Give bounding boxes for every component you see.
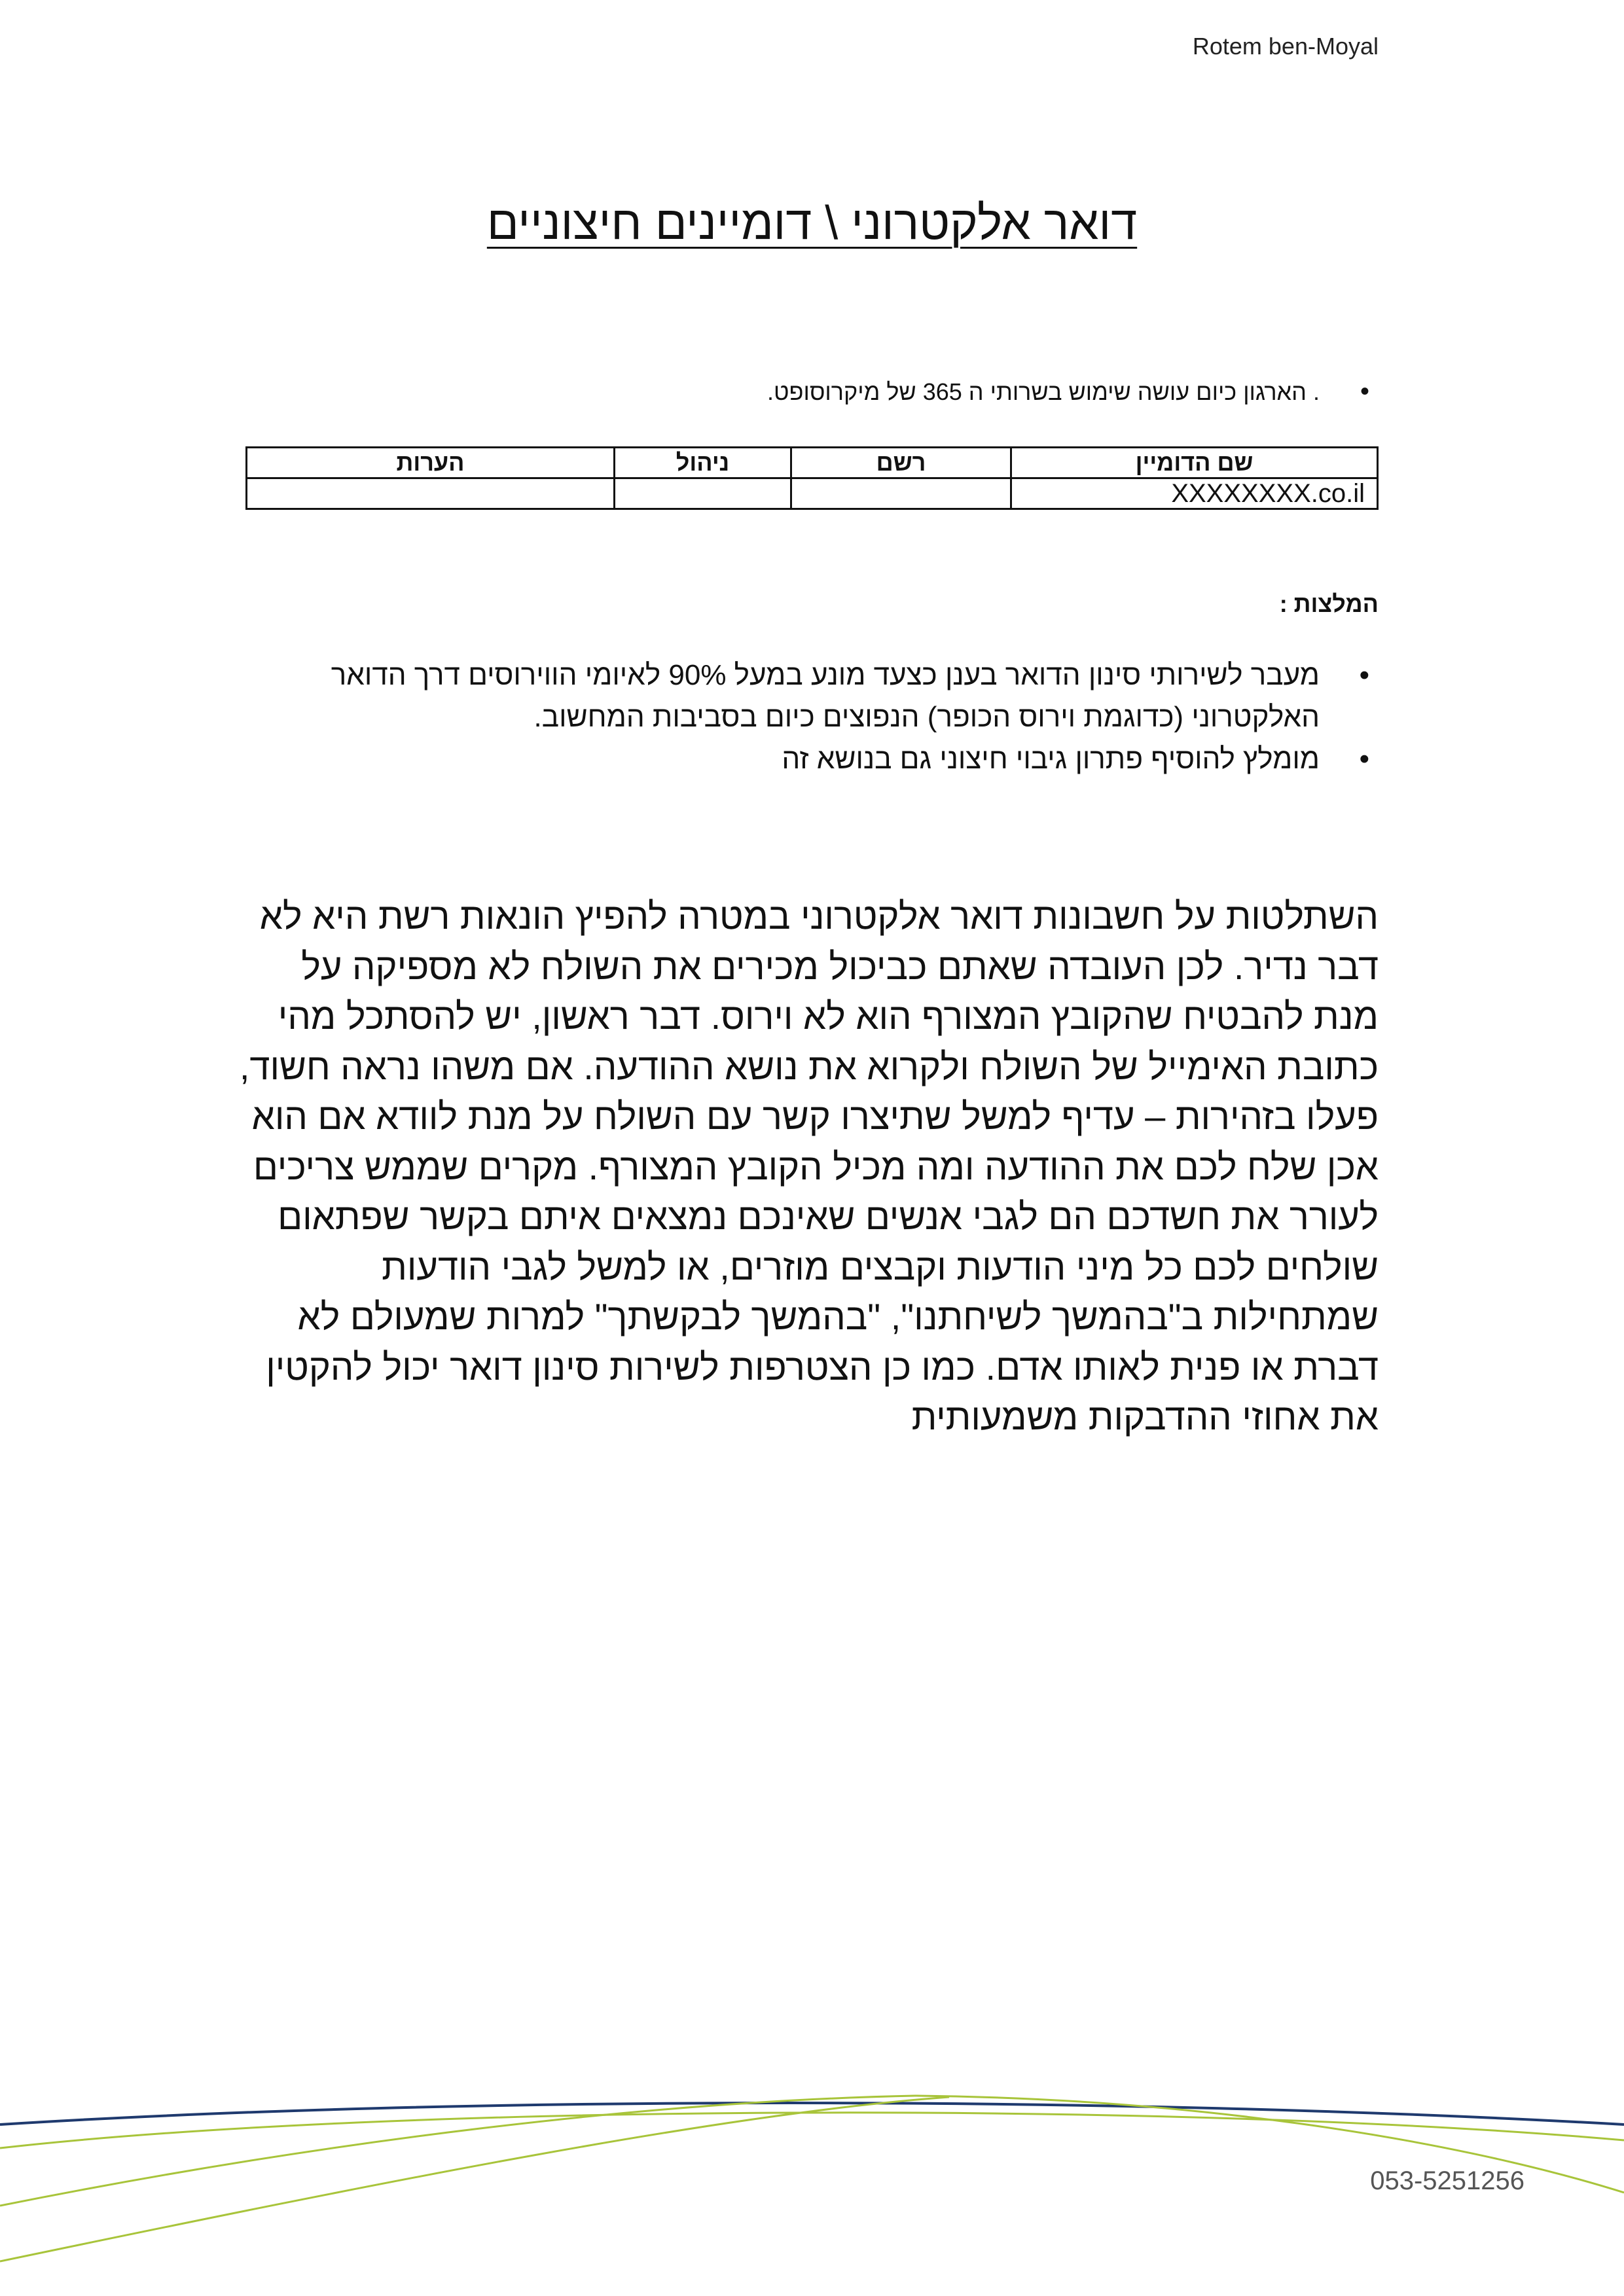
body-paragraph: השתלטות על חשבונות דואר אלקטרוני במטרה להפיץ הונאות רשת היא לא דבר נדיר. לכן העובדה שאתם כביכול מכירים את השולח לא מספיקה על מנת להבטיח שהקובץ המצורף הוא לא וירוס. דבר ראשון, יש להסתכל מהי כתובת האימייל של השולח ולקרוא את נושא ההודעה. אם משהו נראה חשוד, פעלו בזהירות – עדיף למשל שתיצרו קשר עם השולח על מנת לוודא אם הוא אכן שלח לכם את ההודעה ומה מכיל הקובץ המצורף. מקרים שממש צריכים לעורר את חשדכם הם לגבי אנשים שאינכם נמצאים איתם בקשר שפתאום שולחים לכם כל מיני הודעות וקבצים מוזרים, או למשל לגבי הודעות שמתחילות ב"בהמשך לשיחתנו", "בהמשך לבקשתך" למרות שמעולם לא דברת או פנית לאותו אדם. כמו כן הצטרפות לשירות סינון דואר יכול להקטין את אחוזי ההדבקות משמעותית bbox=[239, 895, 1379, 1437]
column-header-notes: הערות bbox=[247, 448, 615, 478]
recommendation-item: • מומלץ להוסיף פתרון גיבוי חיצוני גם בנושא זה bbox=[292, 738, 1320, 780]
column-header-management: ניהול bbox=[615, 448, 791, 478]
swoosh-green-line-1 bbox=[0, 2113, 1624, 2148]
recommendation-item: • מעבר לשירותי סינון הדואר בענן כצעד מונע במעל 90% לאיומי הווירוסים דרך הדואר האלקטרוני (כדוגמת וירוס הכופר) הנפוצים כיום בסביבות המחשוב. bbox=[292, 655, 1320, 738]
recommendations-heading: המלצות : bbox=[1279, 590, 1379, 617]
column-header-domain: שם הדומיין bbox=[1011, 448, 1378, 478]
cell-notes bbox=[247, 478, 615, 509]
swoosh-navy-line bbox=[0, 2103, 1624, 2125]
table-row bbox=[247, 478, 1378, 509]
table-header-row bbox=[247, 448, 1378, 478]
intro-item: • . הארגון כיום עושה שימוש בשרותי ה 365 של מיקרוסופט. bbox=[767, 378, 1320, 406]
cell-registrar bbox=[791, 478, 1011, 509]
domains-table bbox=[245, 446, 1379, 510]
intro-list bbox=[767, 378, 1320, 406]
page-title: דואר אלקטרוני \ דומיינים חיצוניים bbox=[486, 197, 1138, 249]
footer-phone: 053-5251256 bbox=[1370, 2166, 1525, 2195]
cell-management bbox=[615, 478, 791, 509]
cell-domain: XXXXXXXX.co.il bbox=[1011, 478, 1378, 509]
recommendations-list bbox=[292, 655, 1320, 780]
column-header-registrar: רשם bbox=[791, 448, 1011, 478]
author-name: Rotem ben-Moyal bbox=[1192, 33, 1379, 60]
